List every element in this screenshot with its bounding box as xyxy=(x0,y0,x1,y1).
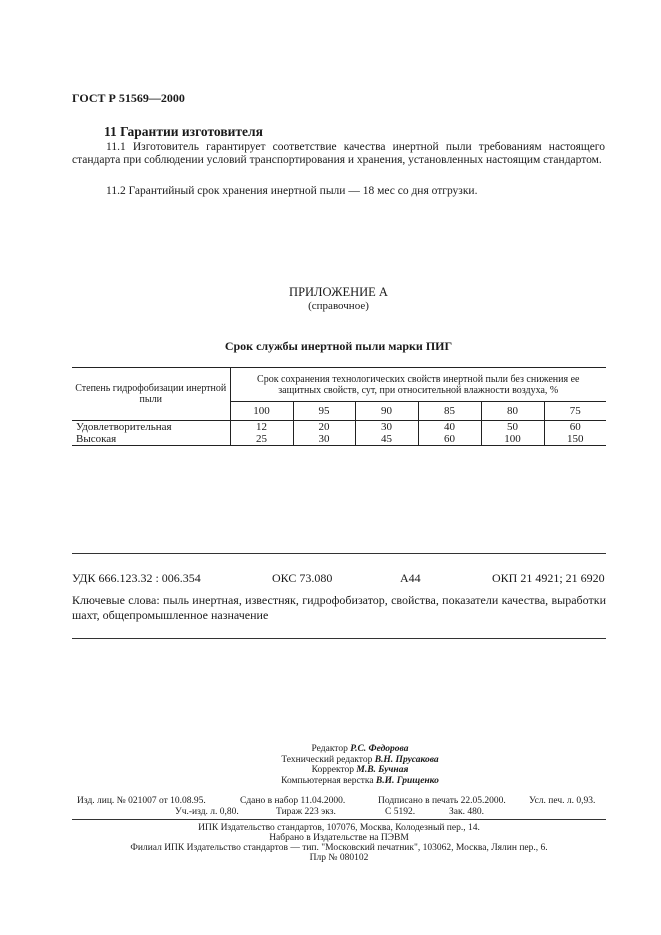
table-row xyxy=(72,433,606,446)
table-cell: 60 xyxy=(418,433,481,446)
appendix-subtitle: (справочное) xyxy=(308,300,369,312)
col-header-degree: Степень гидрофобизации инертной пыли xyxy=(72,368,230,421)
credit-editor: Редактор Р.С. Федорова xyxy=(311,744,409,754)
c-number: С 5192. xyxy=(385,807,416,817)
humidity-header: 75 xyxy=(544,402,606,421)
print-sheets: Усл. печ. л. 0,93. xyxy=(529,796,596,806)
col-header-group: Срок сохранения технологических свойств инертной пыли без снижения ее защитных свойств, сут, при относительной влажности воздуха, % xyxy=(230,368,606,402)
table-cell: 30 xyxy=(355,421,418,434)
udk-code: УДК 666.123.32 : 006.354 xyxy=(72,571,201,585)
credits-block xyxy=(235,744,485,786)
okp-code: ОКП 21 4921; 21 6920 xyxy=(492,571,605,585)
print-run: Тираж 223 экз. xyxy=(276,807,336,817)
credit-tech-editor: Технический редактор В.Н. Прусакова xyxy=(281,754,439,765)
signed-to-print: Подписано в печать 22.05.2000. xyxy=(378,796,506,806)
document-header: ГОСТ Р 51569—2000 xyxy=(72,91,185,105)
paragraph-11-2: 11.2 Гарантийный срок хранения инертной пыли — 18 мес со дня отгрузки. xyxy=(106,185,478,197)
credit-layout: Компьютерная верстка В.И. Грищенко xyxy=(281,775,439,786)
section-title: 11 Гарантии изготовителя xyxy=(104,124,263,139)
service-life-table xyxy=(72,367,606,446)
table-title: Срок службы инертной пыли марки ПИГ xyxy=(224,339,453,353)
branch-address: Филиал ИПК Издательство стандартов — тип. "Московский печатник", 103062, Москва, Лялин пер., 6. xyxy=(130,843,548,853)
plr-number: Плр № 080102 xyxy=(309,853,369,863)
oks-code: ОКС 73.080 xyxy=(272,571,333,585)
keywords: Ключевые слова: пыль инертная, известняк, гидрофобизатор, свойства, показатели качества, выработки шахт, общепромышленное назначение xyxy=(72,593,606,622)
humidity-header: 85 xyxy=(418,402,481,421)
humidity-header: 100 xyxy=(230,402,293,421)
table-cell: 30 xyxy=(293,433,355,446)
humidity-header: 90 xyxy=(355,402,418,421)
publisher-sheets: Уч.-изд. л. 0,80. xyxy=(175,807,239,817)
row-label: Удовлетворительная xyxy=(76,421,172,433)
credit-corrector: Корректор М.В. Бучная xyxy=(311,765,409,775)
humidity-header: 95 xyxy=(293,402,355,421)
table-cell: 40 xyxy=(418,421,481,434)
humidity-header: 80 xyxy=(481,402,544,421)
appendix-title: ПРИЛОЖЕНИЕ А xyxy=(289,285,388,299)
table-cell: 20 xyxy=(293,421,355,434)
table-cell: 150 xyxy=(544,433,606,446)
sent-to-set: Сдано в набор 11.04.2000. xyxy=(240,796,346,806)
table-cell: 50 xyxy=(481,421,544,434)
paragraph-11-1: 11.1 Изготовитель гарантирует соответствие качества инертной пыли требованиям настоящего стандарта при соблюдении условий транспортирования и хранения, установленных настоящим стандартом. xyxy=(72,141,605,166)
table-cell: 45 xyxy=(355,433,418,446)
order-number: Зак. 480. xyxy=(449,807,484,817)
divider xyxy=(72,638,606,639)
divider xyxy=(72,819,606,820)
table-cell: 100 xyxy=(481,433,544,446)
typeset-note: Набрано в Издательстве на ПЭВМ xyxy=(269,833,409,843)
license: Изд. лиц. № 021007 от 10.08.95. xyxy=(77,796,206,806)
table-cell: 25 xyxy=(230,433,293,446)
publisher-address: ИПК Издательство стандартов, 107076, Москва, Колодезный пер., 14. xyxy=(198,823,480,833)
divider xyxy=(72,553,606,554)
table-cell: 60 xyxy=(544,421,606,434)
class-code: А44 xyxy=(400,571,421,585)
table-row xyxy=(72,421,606,434)
row-label: Высокая xyxy=(76,433,117,445)
table-cell: 12 xyxy=(230,421,293,434)
